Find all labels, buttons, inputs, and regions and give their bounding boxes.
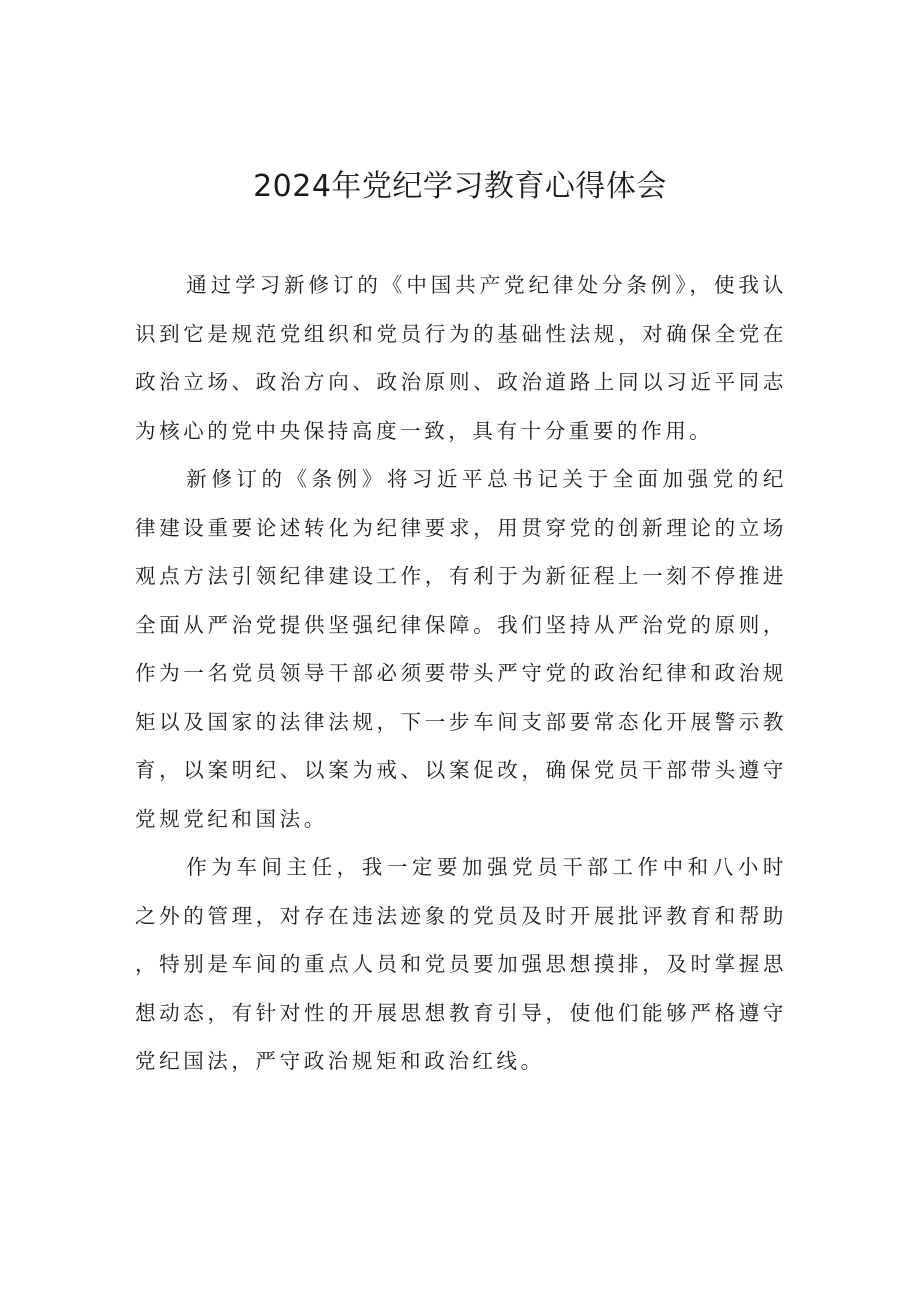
paragraph-3: 作为车间主任，我一定要加强党员干部工作中和八小时之外的管理，对存在违法迹象的党员及时开展批评教育和帮助，特别是车间的重点人员和党员要加强思想摸排，及时掌握思想动态，有针对性的开展思想教育引导，使他们能够严格遵守党纪国法，严守政治规矩和政治红线。 — [135, 855, 787, 1073]
document-body — [135, 261, 787, 1086]
paragraph-2: 新修订的《条例》将习近平总书记关于全面加强党的纪律建设重要论述转化为纪律要求，用贯穿党的创新理论的立场观点方法引领纪律建设工作，有利于为新征程上一刻不停推进全面从严治党提供坚强纪律保障。我们坚持从严治党的原则，作为一名党员领导干部必须要带头严守党的政治纪律和政治规矩以及国家的法律法规，下一步车间支部要常态化开展警示教育，以案明纪、以案为戒、以案促改，确保党员干部带头遵守党规党纪和国法。 — [135, 467, 787, 831]
paragraph-1: 通过学习新修订的《中国共产党纪律处分条例》，使我认识到它是规范党组织和党员行为的基础性法规，对确保全党在政治立场、政治方向、政治原则、政治道路上同以习近平同志为核心的党中央保持高度一致，具有十分重要的作用。 — [135, 273, 787, 443]
document-title: 2024年党纪学习教育心得体会 — [253, 169, 667, 204]
